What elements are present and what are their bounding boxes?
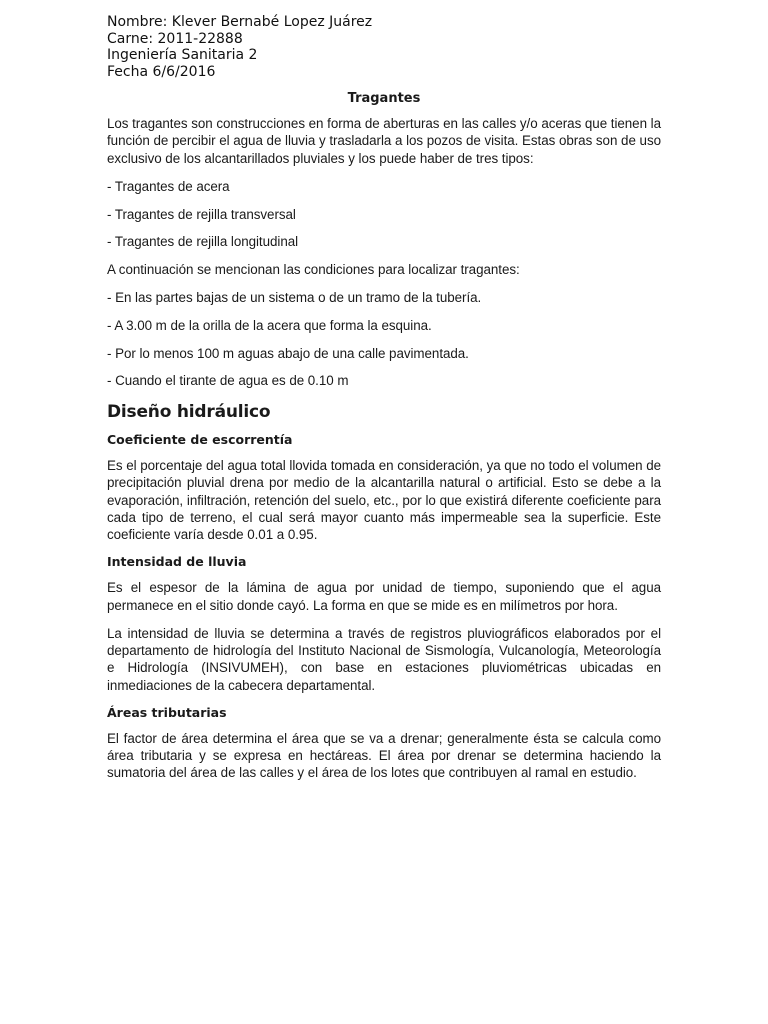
- document-header: [107, 14, 661, 80]
- document-title: Tragantes: [347, 91, 421, 106]
- condition-item: - Cuando el tirante de agua es de 0.10 m: [107, 373, 349, 389]
- condition-item: - Por lo menos 100 m aguas abajo de una calle pavimentada.: [107, 345, 469, 361]
- document-date: Fecha 6/6/2016: [107, 63, 216, 80]
- student-id: Carne: 2011-22888: [107, 30, 243, 47]
- type-item: - Tragantes de rejilla transversal: [107, 206, 296, 222]
- rain-heading: Intensidad de lluvia: [107, 554, 247, 570]
- student-name: Nombre: Klever Bernabé Lopez Juárez: [107, 14, 373, 30]
- rain-paragraph-2: La intensidad de lluvia se determina a través de registros pluviográficos elaborados por el departamento de hidrología del Instituto Nacional de Sismología, Vulcanología, Meteorología e Hidrología (INSIVUMEH), con base en estaciones pluviométricas ubicadas en inmediaciones de la cabecera departamental.: [107, 625, 661, 693]
- areas-paragraph: El factor de área determina el área que se va a drenar; generalmente ésta se calcula como área tributaria y se expresa en hectáreas. El área por drenar se determina haciendo la sumatoria del área de las calles y el área de los lotes que contribuyen al ramal en estudio.: [107, 730, 661, 781]
- runoff-paragraph: Es el porcentaje del agua total llovida tomada en consideración, ya que no todo el volumen de precipitación pluvial drena por medio de la alcantarilla natural o artificial. Esto se debe a la evaporación, infiltración, retención del suelo, etc., por lo que existirá diferente coeficiente para cada tipo de terreno, el cual será mayor cuanto más impermeable sea la superficie. Este coeficiente varía desde 0.01 a 0.95.: [107, 457, 661, 543]
- conditions-intro: A continuación se mencionan las condiciones para localizar tragantes:: [107, 262, 520, 278]
- intro-paragraph: Los tragantes son construcciones en forma de aberturas en las calles y/o aceras que tienen la función de percibir el agua de lluvia y trasladarla a los pozos de visita. Estas obras son de uso exclusivo de los alcantarillados pluviales y los puede haber de tres tipos:: [107, 116, 661, 166]
- type-item: - Tragantes de rejilla longitudinal: [107, 234, 299, 250]
- condition-item: - En las partes bajas de un sistema o de un tramo de la tubería.: [107, 289, 482, 305]
- course-name: Ingeniería Sanitaria 2: [107, 47, 258, 63]
- section-heading: Diseño hidráulico: [107, 401, 271, 422]
- areas-heading: Áreas tributarias: [107, 704, 227, 720]
- condition-item: - A 3.00 m de la orilla de la acera que forma la esquina.: [107, 317, 432, 333]
- runoff-heading: Coeficiente de escorrentía: [107, 431, 293, 447]
- type-item: - Tragantes de acera: [107, 178, 230, 194]
- rain-paragraph-1: Es el espesor de la lámina de agua por unidad de tiempo, suponiendo que el agua permanece en el sitio donde cayó. La forma en que se mide es en milímetros por hora.: [107, 580, 661, 613]
